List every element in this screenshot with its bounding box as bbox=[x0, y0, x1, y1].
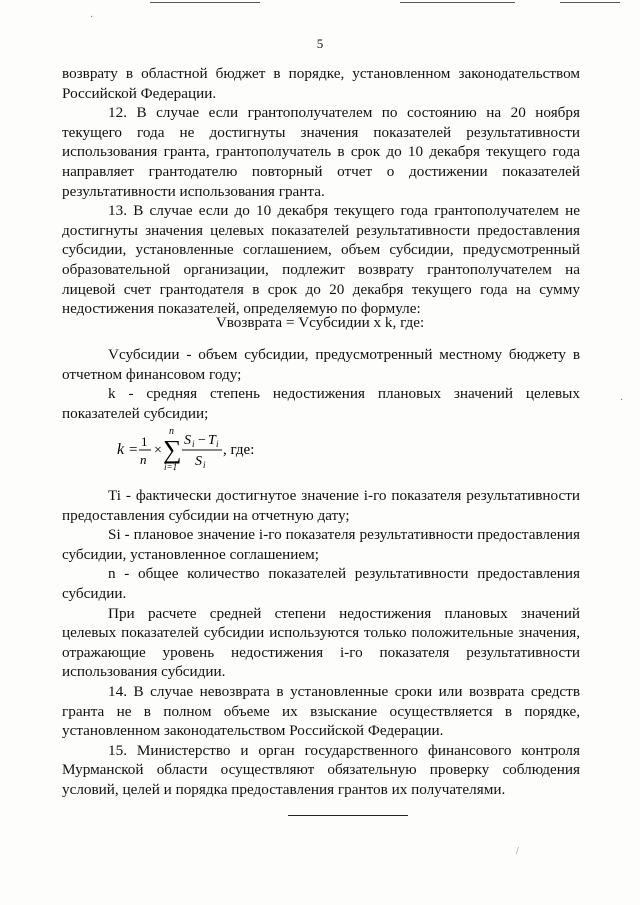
paragraph-13: 13. В случае если до 10 декабря текущего года грантополучателем не достигнуты значения целевых показателей результативности предоставления субсидии, установленные соглашением, объем субсидии, предусмотренный образовательной организации, подлежит возврату грантополучателем на лицевой счет грантодателя в срок до 20 декабря текущего года на сумму недостижения показателей, определяемую по формуле: bbox=[62, 202, 580, 318]
scan-speck: / bbox=[516, 846, 519, 857]
formula-v-return: Vвозврата = Vсубсидии x k, где: bbox=[215, 314, 425, 331]
scan-speck: · bbox=[620, 395, 624, 406]
bottom-divider bbox=[288, 815, 408, 816]
fraction-n: n bbox=[140, 452, 147, 467]
top-scan-rule-far-right bbox=[560, 2, 620, 3]
fraction-one: 1 bbox=[141, 434, 148, 449]
definition-n: n - общее количество показателей результативности предоставления субсидии. bbox=[62, 565, 580, 602]
denominator-s-subscript: i bbox=[203, 460, 206, 470]
numerator-s: S bbox=[184, 433, 191, 448]
page-number: 5 bbox=[316, 36, 324, 51]
equals-sign: = bbox=[129, 442, 138, 458]
top-scan-rule-right bbox=[400, 2, 515, 3]
k-symbol: k bbox=[117, 441, 125, 458]
text-block-top bbox=[62, 64, 580, 319]
numerator-t-subscript: i bbox=[216, 439, 219, 449]
paragraph-return-order: возврату в областной бюджет в порядке, установленном законодательством Российской Федерации. bbox=[62, 65, 580, 102]
paragraph-15: 15. Министерство и орган государственного финансового контроля Мурманской области осуществляют обязательную проверку соблюдения условий, целей и порядка предоставления грантов их получателями. bbox=[62, 741, 580, 798]
sum-upper-limit: n bbox=[169, 426, 174, 437]
top-scan-rule-left bbox=[150, 2, 260, 3]
paragraph-12: 12. В случае если грантополучателем по состоянию на 20 ноября текущего года не достигнуты значения показателей результативности использования гранта, грантополучатель в срок до 10 декабря текущего года направляет грантодателю повторный отчет о достижении показателей результативности использования гранта. bbox=[62, 104, 580, 200]
paragraph-calc-note: При расчете средней степени недостижения плановых значений целевых показателей субсидии используются только положительные значения, отражающие уровень недостижения i-го показателя результативности использования субсидии. bbox=[62, 604, 580, 681]
sum-lower-limit: i=1 bbox=[164, 462, 178, 472]
definition-si: Si - плановое значение i-го показателя результативности предоставления субсидии, установленное соглашением; bbox=[62, 526, 580, 563]
text-block-variables bbox=[62, 486, 580, 800]
sum-sigma: ∑ bbox=[163, 435, 182, 464]
scan-speck: · bbox=[90, 12, 94, 23]
numerator-t: T bbox=[208, 433, 216, 448]
paragraph-14: 14. В случае невозврата в установленные сроки или возврата средств гранта не в полном объеме их взыскание осуществляется в порядке, установленном законодательством Российской Федерации. bbox=[62, 682, 580, 740]
formula-suffix: , где: bbox=[223, 442, 255, 458]
definition-k: k - средняя степень недостижения плановых значений целевых показателей субсидии; bbox=[62, 385, 580, 422]
definition-ti: Ti - фактически достигнутое значение i-го показателя результативности предоставления субсидии на отчетную дату; bbox=[62, 487, 580, 524]
denominator-s: S bbox=[195, 454, 202, 469]
k-formula bbox=[115, 424, 285, 474]
numerator-minus: − bbox=[198, 433, 206, 448]
definition-v-subsidy: Vсубсидии - объем субсидии, предусмотренный местному бюджету в отчетном финансовом году; bbox=[62, 346, 580, 383]
text-block-definitions bbox=[62, 345, 580, 423]
times-sign: × bbox=[154, 443, 162, 458]
numerator-s-subscript: i bbox=[192, 439, 195, 449]
